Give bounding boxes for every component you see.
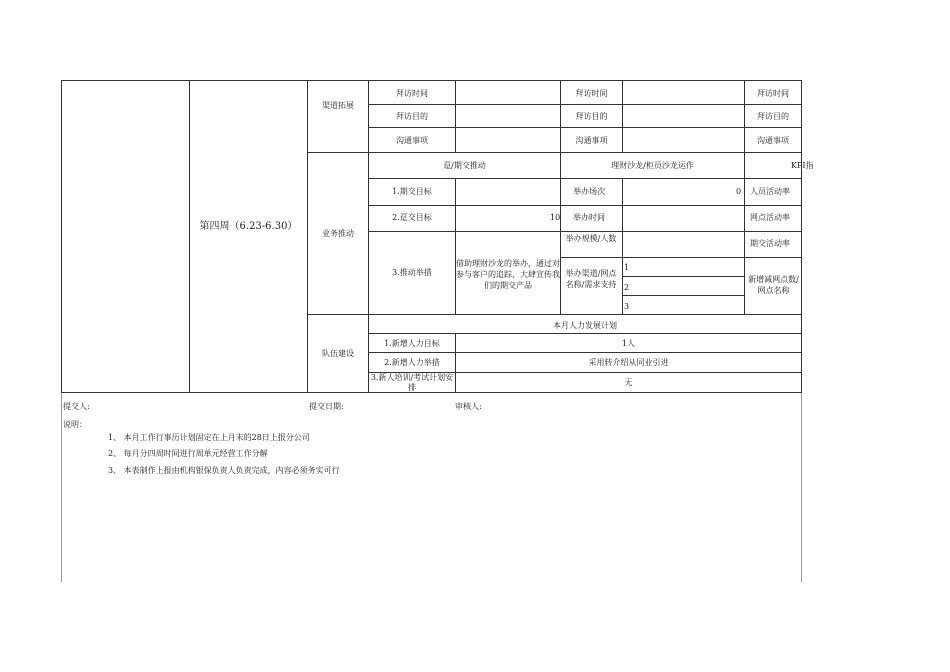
training-plan-value: 无 <box>624 378 633 387</box>
head-kpi: KPI指 <box>791 161 814 170</box>
head-salon: 理财沙龙/柜员沙龙运作 <box>611 161 694 170</box>
head-premium-push: 趸/期交推动 <box>443 161 486 170</box>
annual-activity-label: 期交活动率 <box>750 239 790 248</box>
grid-line <box>61 80 62 392</box>
grid-line <box>455 178 456 314</box>
visit-purpose-label-c: 拜访目的 <box>757 112 789 121</box>
channel-label: 举办渠道/网点名称/需求支持 <box>565 269 617 289</box>
note-item: 3、 本表制作上报由机构银保负责人负责完成，内容必须务实可行 <box>108 466 340 475</box>
grid-line <box>801 392 802 582</box>
grid-line <box>368 178 802 179</box>
communication-label-b: 沟通事项 <box>575 136 608 145</box>
grid-line <box>61 80 802 81</box>
visit-time-label-b: 拜访时间 <box>575 89 608 98</box>
event-time-label: 举办时间 <box>573 213 605 222</box>
sessions-value: 0 <box>736 187 742 196</box>
plan-title: 本月人力发展计划 <box>553 321 617 330</box>
grid-line <box>622 178 623 314</box>
reviewer-label: 审核人: <box>455 402 482 411</box>
grid-line <box>622 80 623 152</box>
grid-line <box>307 314 802 315</box>
single-target-label: 2.趸交目标 <box>392 213 432 222</box>
grid-line <box>455 80 456 152</box>
outlet-change-label: 新增减网点数/网点名称 <box>748 275 799 295</box>
grid-line <box>189 80 190 392</box>
grid-line <box>368 127 802 128</box>
scale-label: 举办规模/人数 <box>565 234 617 243</box>
grid-line <box>307 152 802 153</box>
outlet-activity-label: 网点活动率 <box>750 213 790 222</box>
list-item: 2 <box>624 283 630 292</box>
sessions-label: 举办场次 <box>573 187 605 196</box>
visit-purpose-label-a: 拜访目的 <box>396 112 428 121</box>
new-staff-target-value: 1人 <box>621 339 636 348</box>
section-team: 队伍建设 <box>322 349 354 358</box>
grid-line <box>744 152 745 178</box>
visit-time-label-a: 拜访时间 <box>396 89 428 98</box>
grid-line <box>368 104 802 105</box>
grid-line <box>368 205 802 206</box>
staff-activity-label: 人员活动率 <box>750 187 790 196</box>
grid-line <box>368 333 802 334</box>
communication-label-a: 沟通事项 <box>396 136 428 145</box>
notes-title: 说明： <box>63 420 87 429</box>
annual-target-label: 1.期交目标 <box>392 187 432 196</box>
visit-time-label-c: 拜访时间 <box>757 89 789 98</box>
submit-date-label: 提交日期: <box>309 402 344 411</box>
grid-line <box>744 178 745 314</box>
new-staff-measure-value: 采用转介绍从同业引进 <box>588 358 669 367</box>
grid-line <box>622 276 744 277</box>
grid-line <box>368 231 802 232</box>
measures-label: 3.推动举措 <box>392 268 432 277</box>
note-item: 2、 每月分四周时间进行周单元经营工作分解 <box>108 449 268 458</box>
single-target-value: 10 <box>550 213 561 222</box>
communication-label-c: 沟通事项 <box>757 136 789 145</box>
week-label: 第四周（6.23-6.30） <box>199 221 298 232</box>
note-item: 1、 本月工作行事历计划固定在上月末的28日上报分公司 <box>108 433 310 442</box>
new-staff-measure-label: 2.新增人力举措 <box>384 358 440 367</box>
grid-line <box>622 295 744 296</box>
list-item: 1 <box>624 263 630 272</box>
new-staff-target-label: 1.新增人力目标 <box>384 339 440 348</box>
measures-desc: 借助理财沙龙的举办，通过对参与客户的追踪，大肆宣传我们的期交产品 <box>456 259 560 290</box>
visit-purpose-label-b: 拜访目的 <box>575 112 608 121</box>
grid-line <box>61 392 62 582</box>
training-plan-label: 3.新人培训/考试计划安排 <box>370 373 454 392</box>
submitter-label: 提交人: <box>63 402 90 411</box>
list-item: 3 <box>624 302 630 311</box>
section-business: 业务推动 <box>322 229 354 238</box>
grid-line <box>560 178 561 314</box>
section-channel: 渠道拓展 <box>322 101 354 110</box>
grid-line <box>368 352 802 353</box>
grid-line <box>560 257 802 258</box>
